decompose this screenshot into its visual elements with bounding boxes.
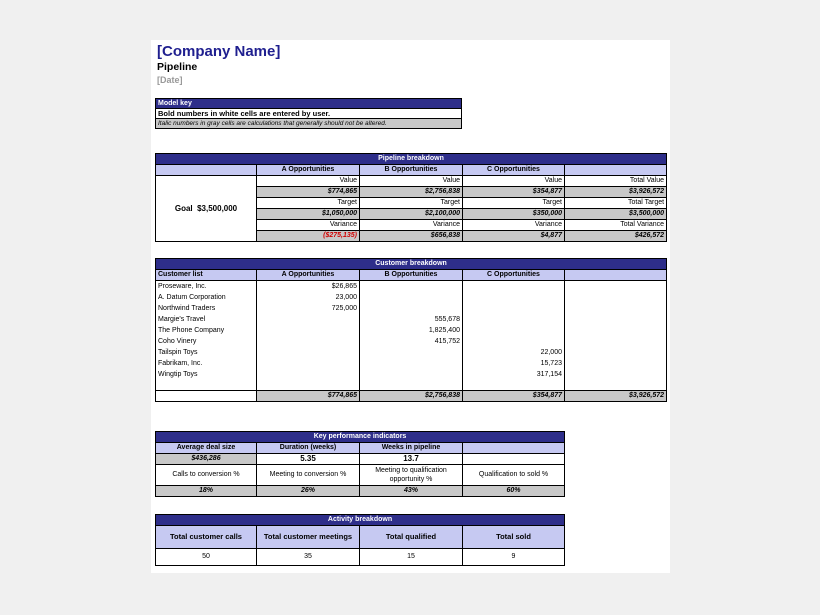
value-total: $3,926,572	[565, 187, 667, 198]
customer-c-value[interactable]: 22,000	[463, 347, 565, 358]
total-variance-label: Total Variance	[565, 220, 667, 231]
target-label-c: Target	[463, 198, 565, 209]
customer-total-value: $3,926,572	[565, 391, 667, 402]
table-row	[156, 347, 667, 358]
activity-title: Activity breakdown	[156, 515, 565, 526]
goal-value: $3,500,000	[197, 203, 238, 213]
customer-name[interactable]: Coho Vinery	[156, 336, 257, 347]
table-row	[156, 281, 667, 293]
pipeline-title: Pipeline breakdown	[156, 154, 667, 165]
customer-name[interactable]: A. Datum Corporation	[156, 292, 257, 303]
variance-c: $4,877	[463, 231, 565, 242]
customer-a-value[interactable]	[257, 336, 360, 347]
customer-b-value[interactable]: 1,825,400	[360, 325, 463, 336]
table-row	[156, 303, 667, 314]
customer-extra	[565, 281, 667, 293]
variance-total: $426,572	[565, 231, 667, 242]
customer-extra	[565, 347, 667, 358]
customer-extra	[565, 358, 667, 369]
goal-cell[interactable]	[156, 176, 257, 242]
model-key-italic-note: Italic numbers in gray cells are calculations that generally should not be altered.	[156, 119, 462, 129]
kpi-calls-conv-value: 18%	[156, 486, 257, 497]
pipeline-table	[155, 153, 667, 242]
target-a: $1,050,000	[257, 209, 360, 220]
activity-calls-label: Total customer calls	[156, 526, 257, 549]
activity-qualified-label: Total qualified	[360, 526, 463, 549]
kpi-duration-value[interactable]: 5.35	[257, 454, 360, 465]
table-row	[156, 336, 667, 347]
customer-total-b: $2,756,838	[360, 391, 463, 402]
value-c: $354,877	[463, 187, 565, 198]
customer-name[interactable]: Fabrikam, Inc.	[156, 358, 257, 369]
value-b: $2,756,838	[360, 187, 463, 198]
customer-name[interactable]: Northwind Traders	[156, 303, 257, 314]
company-name: [Company Name]	[157, 43, 281, 60]
customer-b-value[interactable]: 415,752	[360, 336, 463, 347]
kpi-blank-value	[463, 454, 565, 465]
value-label-c: Value	[463, 176, 565, 187]
kpi-blank-label	[463, 443, 565, 454]
model-key-title: Model key	[156, 99, 462, 109]
customer-name[interactable]: Wingtip Toys	[156, 369, 257, 380]
customer-total-c: $354,877	[463, 391, 565, 402]
variance-a: ($275,135)	[257, 231, 360, 242]
kpi-meeting-qual-label: Meeting to qualification opportunity %	[360, 465, 463, 486]
customer-name[interactable]: Proseware, Inc.	[156, 281, 257, 293]
variance-label-b: Variance	[360, 220, 463, 231]
customer-title: Customer breakdown	[156, 259, 667, 270]
pipeline-corner	[156, 165, 257, 176]
customer-extra	[565, 314, 667, 325]
customer-name[interactable]: The Phone Company	[156, 325, 257, 336]
customer-a-value[interactable]: $26,865	[257, 281, 360, 293]
customer-name[interactable]: Margie's Travel	[156, 314, 257, 325]
kpi-weeks-label: Weeks in pipeline	[360, 443, 463, 454]
customer-a-value[interactable]	[257, 325, 360, 336]
customer-total-spacer	[156, 391, 257, 402]
customer-extra	[565, 325, 667, 336]
sheet-title: Pipeline	[157, 61, 198, 73]
customer-extra	[565, 336, 667, 347]
customer-a-value[interactable]	[257, 314, 360, 325]
customer-c-value[interactable]: 15,723	[463, 358, 565, 369]
customer-c-value[interactable]	[463, 292, 565, 303]
table-row	[156, 358, 667, 369]
customer-a-value[interactable]: 725,000	[257, 303, 360, 314]
kpi-qual-sold-value: 60%	[463, 486, 565, 497]
customer-extra	[565, 303, 667, 314]
kpi-meeting-qual-value: 43%	[360, 486, 463, 497]
customer-col-b: B Opportunities	[360, 270, 463, 281]
customer-col-a: A Opportunities	[257, 270, 360, 281]
customer-b-value[interactable]	[360, 347, 463, 358]
customer-c-value[interactable]	[463, 303, 565, 314]
value-a: $774,865	[257, 187, 360, 198]
customer-extra	[565, 292, 667, 303]
kpi-calls-conv-label: Calls to conversion %	[156, 465, 257, 486]
customer-total-a: $774,865	[257, 391, 360, 402]
target-c: $350,000	[463, 209, 565, 220]
customer-table	[155, 258, 667, 402]
activity-table	[155, 514, 565, 566]
variance-label-a: Variance	[257, 220, 360, 231]
customer-a-value[interactable]	[257, 369, 360, 380]
customer-col-name: Customer list	[156, 270, 257, 281]
activity-calls-value[interactable]: 50	[156, 549, 257, 566]
activity-meetings-value[interactable]: 35	[257, 549, 360, 566]
customer-name[interactable]: Tailspin Toys	[156, 347, 257, 358]
customer-extra	[565, 369, 667, 380]
kpi-duration-label: Duration (weeks)	[257, 443, 360, 454]
pipeline-col-total	[565, 165, 667, 176]
kpi-meeting-conv-label: Meeting to conversion %	[257, 465, 360, 486]
activity-sold-value[interactable]: 9	[463, 549, 565, 566]
model-key-table	[155, 98, 462, 129]
customer-c-value[interactable]	[463, 281, 565, 293]
customer-b-value[interactable]	[360, 281, 463, 293]
customer-col-c: C Opportunities	[463, 270, 565, 281]
customer-b-value[interactable]	[360, 369, 463, 380]
kpi-avg-deal-value: $436,286	[156, 454, 257, 465]
pipeline-col-c: C Opportunities	[463, 165, 565, 176]
kpi-meeting-conv-value: 26%	[257, 486, 360, 497]
target-label-a: Target	[257, 198, 360, 209]
customer-b-value[interactable]	[360, 292, 463, 303]
customer-c-value[interactable]: 317,154	[463, 369, 565, 380]
activity-meetings-label: Total customer meetings	[257, 526, 360, 549]
customer-b-value[interactable]	[360, 303, 463, 314]
table-row	[156, 314, 667, 325]
customer-a-value[interactable]	[257, 347, 360, 358]
customer-c-value[interactable]	[463, 336, 565, 347]
pipeline-col-a: A Opportunities	[257, 165, 360, 176]
pipeline-col-b: B Opportunities	[360, 165, 463, 176]
worksheet	[151, 40, 670, 573]
customer-a-value[interactable]: 23,000	[257, 292, 360, 303]
table-row	[156, 292, 667, 303]
activity-sold-label: Total sold	[463, 526, 565, 549]
value-label-a: Value	[257, 176, 360, 187]
table-row	[156, 369, 667, 380]
total-target-label: Total Target	[565, 198, 667, 209]
total-value-label: Total Value	[565, 176, 667, 187]
kpi-table	[155, 431, 565, 497]
variance-label-c: Variance	[463, 220, 565, 231]
kpi-avg-deal-label: Average deal size	[156, 443, 257, 454]
value-label-b: Value	[360, 176, 463, 187]
target-label-b: Target	[360, 198, 463, 209]
customer-b-value[interactable]	[360, 358, 463, 369]
target-total: $3,500,000	[565, 209, 667, 220]
customer-b-value[interactable]: 555,678	[360, 314, 463, 325]
sheet-date: [Date]	[157, 75, 183, 85]
customer-c-value[interactable]	[463, 325, 565, 336]
variance-b: $656,838	[360, 231, 463, 242]
model-key-bold-note: Bold numbers in white cells are entered by user.	[156, 109, 462, 119]
activity-qualified-value[interactable]: 15	[360, 549, 463, 566]
customer-a-value[interactable]	[257, 358, 360, 369]
kpi-qual-sold-label: Qualification to sold %	[463, 465, 565, 486]
table-row	[156, 325, 667, 336]
goal-label: Goal	[174, 203, 193, 213]
customer-col-extra	[565, 270, 667, 281]
target-b: $2,100,000	[360, 209, 463, 220]
kpi-title: Key performance indicators	[156, 432, 565, 443]
customer-c-value[interactable]	[463, 314, 565, 325]
kpi-weeks-value[interactable]: 13.7	[360, 454, 463, 465]
